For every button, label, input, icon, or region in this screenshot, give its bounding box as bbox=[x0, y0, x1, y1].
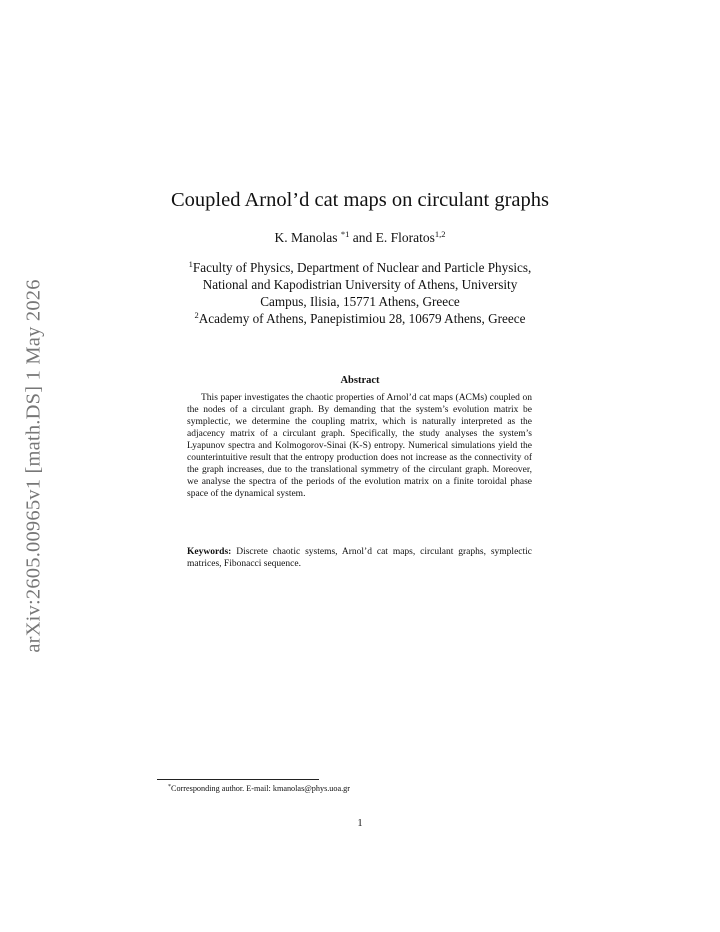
keywords bbox=[187, 546, 532, 570]
author-floratos-affiliation-mark: 1,2 bbox=[434, 229, 446, 239]
affiliation-1-mark: 1 bbox=[188, 259, 193, 269]
footnote-mark: * bbox=[168, 784, 171, 790]
footnote-divider bbox=[157, 779, 319, 780]
author-joiner: and bbox=[349, 230, 376, 245]
paper-title: Coupled Arnol’d cat maps on circulant graphs bbox=[170, 189, 550, 211]
keywords-label: Keywords: bbox=[187, 547, 232, 557]
keywords-text: Discrete chaotic systems, Arnol’d cat maps, circulant graphs, symplectic matrices, Fibonacci sequence. bbox=[187, 547, 532, 569]
affiliation-1-line-1: $^1$Faculty of Physics, Department of Nuclear and Particle Physics, bbox=[188, 259, 532, 275]
arxiv-identifier-text: arXiv:2605.00965v1 [math.DS] 1 May 2026 bbox=[22, 279, 45, 653]
affiliation-block bbox=[0, 259, 720, 327]
affiliation-2: $^2$Academy of Athens, Panepistimiou 28, 10679 Athens, Greece bbox=[194, 310, 526, 326]
page-number: 1 bbox=[357, 818, 363, 829]
author-floratos: E. Floratos bbox=[375, 230, 435, 245]
footnote-text: Corresponding author. E-mail: kmanolas@phys.uoa.gr bbox=[171, 784, 350, 793]
abstract-heading: Abstract bbox=[340, 375, 380, 386]
affiliation-1-line-2: National and Kapodistrian University of Athens, University bbox=[202, 277, 518, 292]
author-manolas: K. Manolas bbox=[274, 230, 341, 245]
footnote-corresponding-author bbox=[168, 784, 350, 793]
author-manolas-affiliation-mark: *1 bbox=[340, 229, 350, 239]
arxiv-identifier-stamp bbox=[10, 0, 60, 932]
affiliation-1-line-3: Campus, Ilisia, 15771 Athens, Greece bbox=[260, 294, 460, 309]
author-list bbox=[0, 230, 720, 246]
abstract-text: This paper investigates the chaotic properties of Arnol’d cat maps (ACMs) coupled on the nodes of a circulant graph. By demanding that the system’s evolution matrix be symplectic, we determine the coupling matrix, which is naturally interpreted as the adjacency matrix of a circulant graph. Specifically, the study analyses the system’s Lyapunov spectra and Kolmogorov-Sinai (K-S) entropy. Numerical simulations yield the counterintuitive result that the entropy production does not increase as the connectivity of the graph increases, due to the translational symmetry of the circulant graph. Moreover, we analyse the spectra of the periods of the evolution matrix on a finite toroidal phase space of the dynamical system. bbox=[187, 393, 532, 499]
affiliation-2-mark: 2 bbox=[194, 310, 199, 320]
